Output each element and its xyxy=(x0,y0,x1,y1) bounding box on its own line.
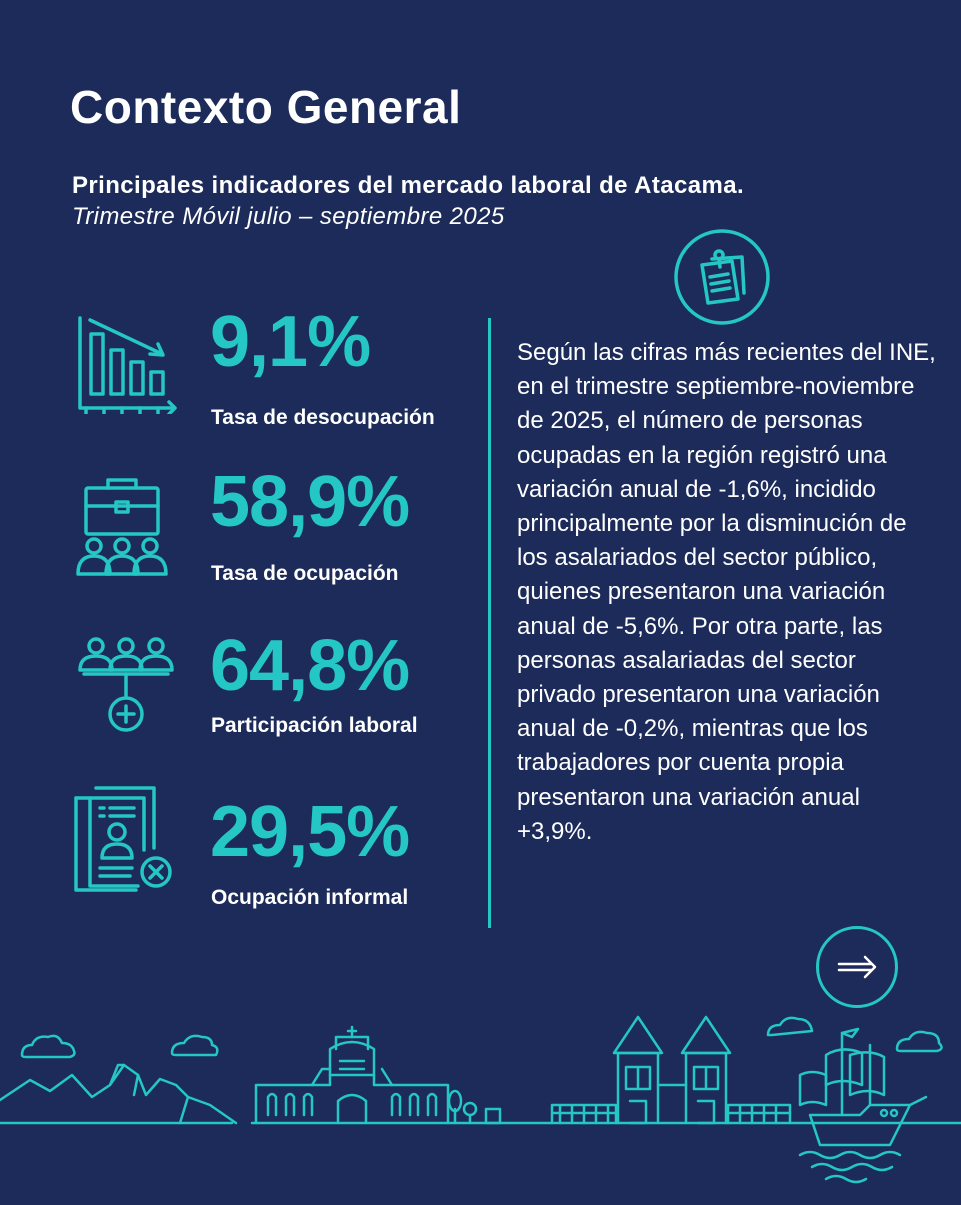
unemployment-rate-label: Tasa de desocupación xyxy=(211,406,435,429)
employment-rate-label: Tasa de ocupación xyxy=(211,562,399,585)
labor-participation-value: 64,8% xyxy=(210,626,410,706)
period-label: Trimestre Móvil julio – septiembre 2025 xyxy=(72,203,505,230)
next-page-button[interactable] xyxy=(816,926,898,1008)
unemployment-rate-value: 9,1% xyxy=(210,302,371,382)
bar-chart-decline-icon xyxy=(74,314,179,414)
arrow-right-icon xyxy=(819,929,895,1005)
document-person-x-icon xyxy=(74,786,174,892)
informal-employment-value: 29,5% xyxy=(210,792,410,872)
city-skyline-illustration xyxy=(0,1005,961,1205)
cloud-icon xyxy=(22,1036,75,1057)
briefcase-people-icon xyxy=(72,476,177,576)
cloud-icon xyxy=(897,1032,942,1051)
sticky-note-icon xyxy=(672,227,772,327)
people-plus-icon xyxy=(76,636,176,736)
page-subtitle: Principales indicadores del mercado laboral de Atacama. xyxy=(72,172,745,199)
cloud-icon xyxy=(172,1036,217,1055)
vertical-divider xyxy=(488,318,491,928)
summary-paragraph: Según las cifras más recientes del INE, en el trimestre septiembre-noviembre de 2025, el número de personas ocupadas en la región registró una variación anual de -1,6%, incidido principalmente por la disminución de los asalariados del sector público, quienes presentaron una variación anual de -5,6%. Por otra parte, las personas asalariadas del sector privado presentaron una variación anual de -0,2%, mientras que los trabajadores por cuenta propia presentaron una variación anual +3,9%. xyxy=(517,339,936,845)
informal-employment-label: Ocupación informal xyxy=(211,886,409,909)
labor-participation-label: Participación laboral xyxy=(211,714,418,737)
page-title: Contexto General xyxy=(70,81,462,133)
employment-rate-value: 58,9% xyxy=(210,462,410,542)
cloud-icon xyxy=(768,1018,812,1035)
